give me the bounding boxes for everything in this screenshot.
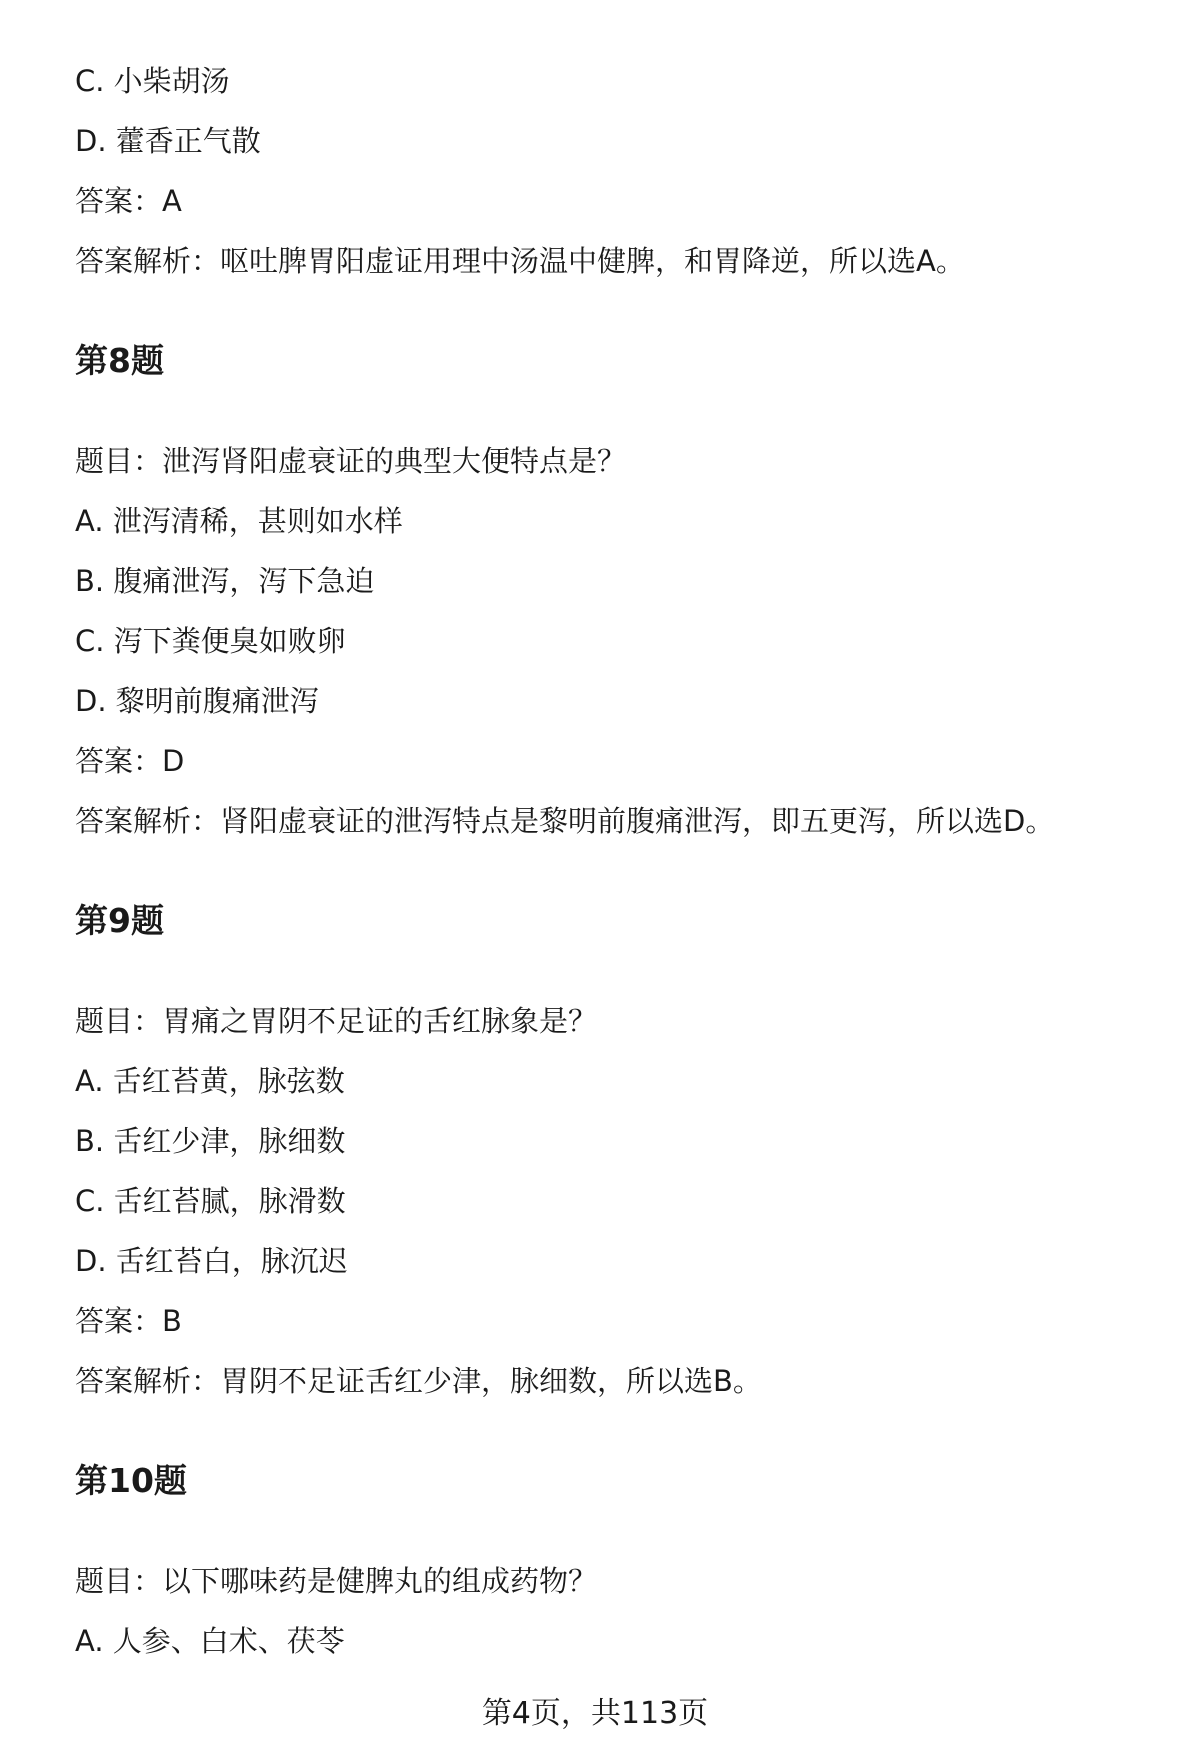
q9-option-c: C. 舌红苔腻，脉滑数 [75, 1184, 346, 1218]
q7-answer: 答案：A [75, 184, 182, 218]
q9-option-b: B. 舌红少津，脉细数 [75, 1124, 346, 1158]
page-number: 第4页，共113页 [481, 1696, 709, 1731]
q9-heading: 第9题 [75, 901, 164, 940]
q8-explanation: 答案解析：肾阳虚衰证的泄泻特点是黎明前腹痛泄泻，即五更泻，所以选D。 [75, 804, 1055, 838]
q7-option-c: C. 小柴胡汤 [75, 64, 230, 98]
q8-option-a: A. 泄泻清稀，甚则如水样 [75, 504, 403, 538]
q8-question: 题目：泄泻肾阳虚衰证的典型大便特点是？ [75, 444, 627, 478]
q10-option-a: A. 人参、白术、茯苓 [75, 1624, 345, 1658]
q8-option-c: C. 泻下粪便臭如败卵 [75, 624, 346, 658]
q8-option-d: D. 黎明前腹痛泄泻 [75, 684, 319, 718]
q8-option-b: B. 腹痛泄泻，泻下急迫 [75, 564, 375, 598]
q8-answer: 答案：D [75, 744, 185, 778]
q9-option-a: A. 舌红苔黄，脉弦数 [75, 1064, 345, 1098]
q10-heading: 第10题 [75, 1461, 187, 1500]
q7-explanation: 答案解析：呕吐脾胃阳虚证用理中汤温中健脾，和胃降逆，所以选A。 [75, 244, 965, 278]
q7-option-d: D. 藿香正气散 [75, 124, 261, 158]
q9-answer: 答案：B [75, 1304, 182, 1338]
q9-question: 题目：胃痛之胃阴不足证的舌红脉象是？ [75, 1004, 598, 1038]
q10-question: 题目：以下哪味药是健脾丸的组成药物？ [75, 1564, 598, 1598]
q9-explanation: 答案解析：胃阴不足证舌红少津，脉细数，所以选B。 [75, 1364, 762, 1398]
q8-heading: 第8题 [75, 341, 164, 380]
q9-option-d: D. 舌红苔白，脉沉迟 [75, 1244, 348, 1278]
